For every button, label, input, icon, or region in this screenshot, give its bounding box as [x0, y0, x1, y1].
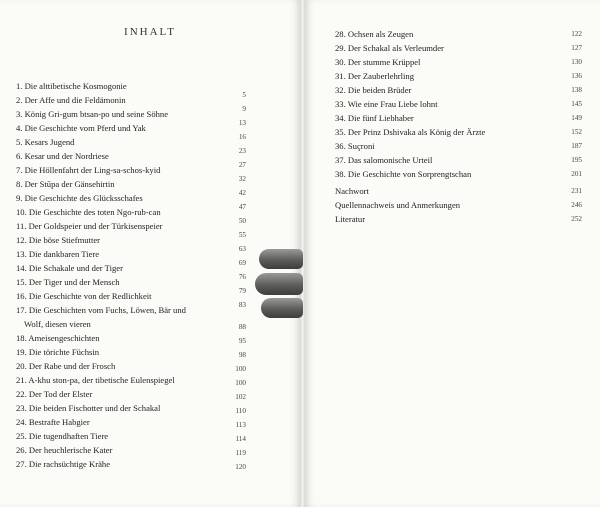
toc-page-number: 50: [238, 217, 246, 225]
toc-page-number: 113: [235, 421, 246, 429]
toc-page-number: 136: [571, 72, 582, 80]
toc-entry: 15. Der Tiger und der Mensch: [16, 277, 120, 287]
toc-page-number: 152: [571, 128, 582, 136]
toc-entry: 35. Der Prinz Dshivaka als König der Ärzte: [335, 127, 486, 137]
toc-page-number: 187: [571, 142, 582, 150]
toc-page-number: 98: [238, 351, 246, 359]
toc-page-number: 88: [238, 323, 246, 331]
toc-entry: 33. Wie eine Frau Liebe lohnt: [335, 99, 438, 109]
toc-page-number: 231: [571, 187, 582, 195]
toc-page-number: 95: [238, 337, 246, 345]
toc-entry: 7. Die Höllenfahrt der Ling-sa-schos-kyid: [16, 165, 161, 175]
toc-page-number: 130: [571, 58, 582, 66]
toc-page-number: 63: [238, 245, 246, 253]
toc-entry: 12. Die böse Stiefmutter: [16, 235, 101, 245]
toc-entry: 8. Der Stūpa der Gänsehirtin: [16, 179, 115, 189]
toc-entry: 25. Die tugendhaften Tiere: [16, 431, 109, 441]
toc-page-number: 100: [235, 379, 246, 387]
toc-page-number: 32: [238, 175, 246, 183]
toc-entry: 1. Die alttibetische Kosmogonie: [16, 81, 127, 91]
toc-page-number: 201: [571, 170, 582, 178]
toc-entry: 21. A-khu ston-pa, der tibetische Eulenspiegel: [16, 375, 175, 385]
toc-entry: 28. Ochsen als Zeugen: [335, 29, 414, 39]
toc-entry: 10. Die Geschichte des toten Ngo-rub-can: [16, 207, 161, 217]
toc-entry: 32. Die beiden Brüder: [335, 85, 412, 95]
toc-page-number: 13: [238, 119, 246, 127]
toc-entry: 30. Der stumme Krüppel: [335, 57, 421, 67]
toc-page-number: 195: [571, 156, 582, 164]
toc-page-number: 246: [571, 201, 582, 209]
toc-page-number: 114: [235, 435, 246, 443]
toc-entry: 18. Ameisengeschichten: [16, 333, 100, 343]
toc-page-number: 138: [571, 86, 582, 94]
toc-page-number: 252: [571, 215, 582, 223]
toc-page-number: 100: [235, 365, 246, 373]
toc-entry: 13. Die dankbaren Tiere: [16, 249, 100, 259]
toc-entry: 26. Der heuchlerische Kater: [16, 445, 113, 455]
toc-page-number: 110: [235, 407, 246, 415]
toc-page-number: 149: [571, 114, 582, 122]
toc-page-number: 42: [238, 189, 246, 197]
toc-entry: 23. Die beiden Fischotter und der Schakal: [16, 403, 161, 413]
toc-page-number: 83: [238, 301, 246, 309]
thumb-holding-page: [255, 243, 307, 323]
toc-page-number: 145: [571, 100, 582, 108]
toc-page-number: 122: [571, 30, 582, 38]
toc-entry: Wolf, diesen vieren: [24, 319, 91, 329]
toc-page-number: 5: [242, 91, 246, 99]
toc-page-number: 47: [238, 203, 246, 211]
toc-entry: 14. Die Schakale und der Tiger: [16, 263, 123, 273]
toc-entry: 16. Die Geschichte von der Redlichkeit: [16, 291, 152, 301]
toc-entry: 11. Der Goldspeier und der Türkisenspeier: [16, 221, 163, 231]
toc-entry: 17. Die Geschichten vom Fuchs, Löwen, Bär und: [16, 305, 186, 315]
toc-entry: 38. Die Geschichte von Sorprengtschan: [335, 169, 472, 179]
toc-entry: 9. Die Geschichte des Glücksschafes: [16, 193, 143, 203]
toc-entry: 27. Die rachsüchtige Krähe: [16, 459, 111, 469]
toc-page-number: 16: [238, 133, 246, 141]
toc-entry: 3. König Gri-gum btsan-po und seine Söhne: [16, 109, 169, 119]
toc-entry: 20. Der Rabe und der Frosch: [16, 361, 116, 371]
toc-entry: 29. Der Schakal als Verleumder: [335, 43, 444, 53]
toc-page-number: 102: [235, 393, 246, 401]
toc-page-number: 27: [238, 161, 246, 169]
toc-page-number: 69: [238, 259, 246, 267]
toc-page-number: 23: [238, 147, 246, 155]
toc-page-number: 119: [235, 449, 246, 457]
toc-entry: 6. Kesar und der Nordriese: [16, 151, 109, 161]
toc-entry: 2. Der Affe und die Feldämonin: [16, 95, 126, 105]
toc-page-number: 127: [571, 44, 582, 52]
toc-entry: Nachwort: [335, 186, 369, 196]
toc-entry: Literatur: [335, 214, 366, 224]
toc-entry: 31. Der Zauberlehrling: [335, 71, 414, 81]
toc-entry: 36. Suçroni: [335, 141, 375, 151]
toc-page-number: 9: [242, 105, 246, 113]
toc-page-number: 76: [238, 273, 246, 281]
page-title: INHALT: [124, 26, 176, 38]
toc-entry: 22. Der Tod der Elster: [16, 389, 93, 399]
toc-entry: 34. Die fünf Liebhaber: [335, 113, 414, 123]
toc-page-number: 55: [238, 231, 246, 239]
toc-entry: 4. Die Geschichte vom Pferd und Yak: [16, 123, 146, 133]
right-page: [305, 0, 600, 507]
toc-entry: 5. Kesars Jugend: [16, 137, 75, 147]
toc-entry: 24. Bestrafte Habgier: [16, 417, 90, 427]
toc-page-number: 120: [235, 463, 246, 471]
toc-page-number: 79: [238, 287, 246, 295]
toc-entry: Quellennachweis und Anmerkungen: [335, 200, 461, 210]
toc-entry: 19. Die törichte Füchsin: [16, 347, 100, 357]
toc-entry: 37. Das salomonische Urteil: [335, 155, 433, 165]
